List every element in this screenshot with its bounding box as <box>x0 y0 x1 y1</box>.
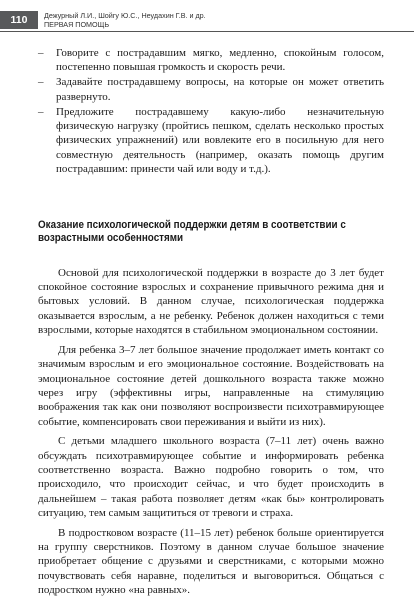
paragraph: Основой для психологической поддержки в возрасте до 3 лет будет спокойное состояние взрослых и сохранение привычного режима дня и бытовых условий. В данном случае, психологическая поддержка оказывается взрослым, а не ребенку. Ребенок должен находиться с теми взрослыми, которые находятся в стабильном эмоциональном состоянии. <box>38 266 384 337</box>
header-divider <box>0 31 414 32</box>
bullet-list <box>38 46 384 177</box>
section-heading: Оказание психологической поддержки детям в соответствии с возрастными особенностями <box>38 218 346 244</box>
dash-icon: – <box>38 76 44 89</box>
list-item <box>38 46 384 75</box>
list-item <box>38 75 384 104</box>
paragraph: С детьми младшего школьного возраста (7–11 лет) очень важно обсуждать психотравмирующее событие и информировать ребенка соответственно возраста. Важно подробно говорить о том, что происходило, что происходит сейчас, и что будет происходить в дальнейшем – такая работа позволяет детям «как бы» контролировать ситуацию, тем самым защититься от тревоги и страха. <box>38 435 384 520</box>
list-item-text: Предложите пострадавшему какую-либо незначительную физическую нагрузку (пройтись пешком, сделать несколько простых физических упражнений) или вовлеките его в посильную для него совместную деятельность (например, оказать помощь другим пострадавшим: принести чай или воду и т.д.). <box>56 105 384 176</box>
page-body <box>38 46 384 598</box>
page-number: 110 <box>0 11 38 29</box>
dash-icon: – <box>38 47 44 59</box>
dash-icon: – <box>38 105 44 118</box>
paragraph: В подростковом возрасте (11–15 лет) ребенок больше ориентируется на группу сверстников. Поэтому в данном случае большое значение приобретает общение с друзьями и сверстниками, с которыми можно почувствовать себя наравне, поделиться и выговориться. Общаться с подростком нужно «на равных». <box>38 526 384 597</box>
running-header <box>0 0 414 32</box>
list-item-text: Задавайте пострадавшему вопросы, на которые он может ответить развернуто. <box>56 76 384 103</box>
list-item-text: Говорите с пострадавшим мягко, медленно, спокойным голосом, постепенно повышая громкость и скорость речи. <box>56 47 384 74</box>
paragraph: Для ребенка 3–7 лет большое значение продолжает иметь контакт со значимым взрослым и его эмоциональное состояние. Воздействовать на эмоциональное состояние детей дошкольного возраста также можно через игру (эффективны игры, направленные на стимуляцию воображения так как они позволяют воспроизвести психотравмирующее событие, компенсировать свои переживания и выйти из них). <box>38 343 384 428</box>
authors-line: Дежурный Л.И., Шойгу Ю.С., Неудахин Г.В. и др. <box>44 11 206 20</box>
running-head-text <box>44 11 206 29</box>
list-item <box>38 105 384 177</box>
book-title: ПЕРВАЯ ПОМОЩЬ <box>44 20 110 29</box>
